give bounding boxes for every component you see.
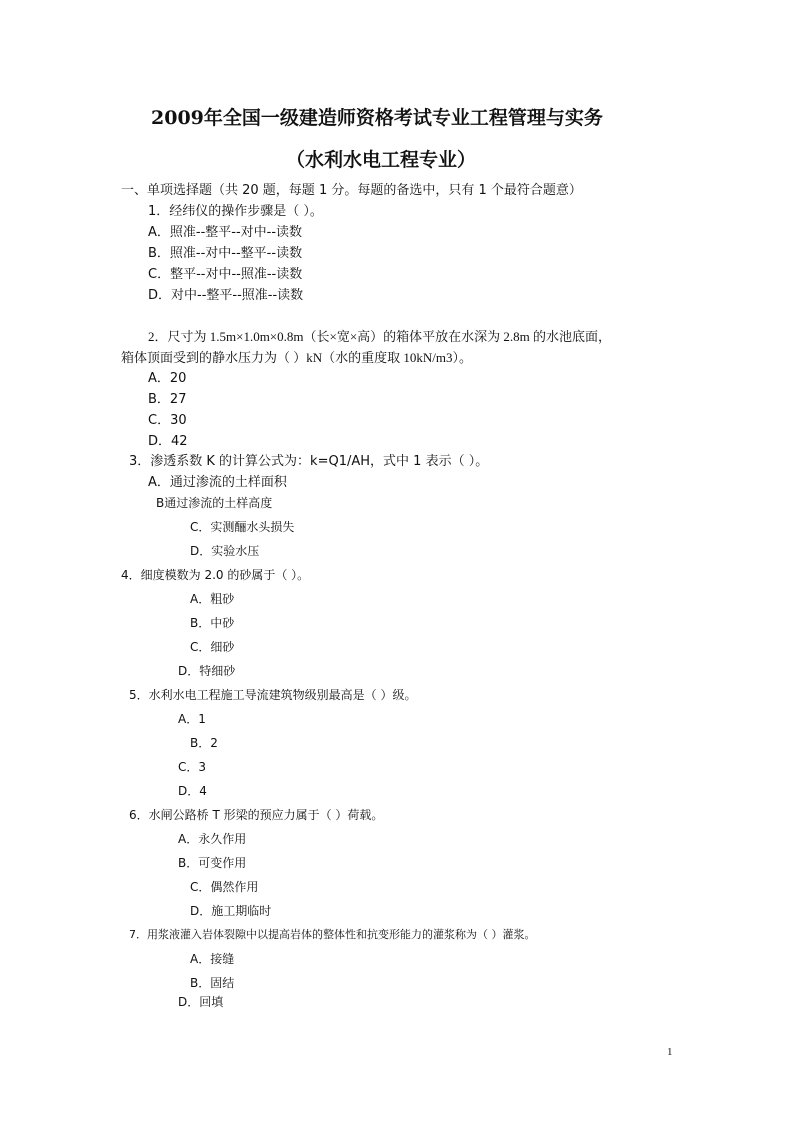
question-option: A．接缝: [190, 952, 235, 966]
question-option: D．施工期临时: [190, 904, 272, 918]
question-stem: 2．尺寸为 1.5m×1.0m×0.8m（长×宽×高）的箱体平放在水深为 2.8m 的水池底面，: [148, 329, 612, 344]
question-option: B．可变作用: [178, 856, 247, 870]
section-heading: 一、单项选择题（共 20 题，每题 1 分。每题的备选中，只有 1 个最符合题意）: [121, 183, 582, 198]
question-stem: 6．水闸公路桥 T 形梁的预应力属于（ ）荷载。: [129, 808, 384, 822]
question-option: A．永久作用: [178, 832, 247, 846]
question-option: B．照准--对中--整平--读数: [148, 246, 303, 261]
question-option: D．对中--整平--照准--读数: [148, 288, 304, 303]
document-subtitle: （水利水电工程专业）: [286, 149, 477, 171]
question-stem: 4．细度模数为 2.0 的砂属于（ ）。: [121, 568, 310, 582]
question-option: B．中砂: [190, 616, 235, 630]
question-option: C．细砂: [190, 640, 235, 654]
question-option: D．特细砂: [178, 664, 236, 678]
question-option: A．通过渗流的土样面积: [148, 475, 287, 490]
question-option: D．实验水压: [190, 544, 260, 558]
question-option: C．偶然作用: [190, 880, 259, 894]
question-stem: 3．渗透系数 K 的计算公式为：k=Q1/AH，式中 1 表示（ ）。: [129, 454, 489, 469]
question-option: A．1: [178, 712, 206, 726]
question-option: D．回填: [178, 995, 224, 1009]
question-option: B通过渗流的土样高度: [156, 496, 273, 510]
question-option: C．整平--对中--照准--读数: [148, 267, 303, 282]
question-stem: 7．用浆液灌入岩体裂隙中以提高岩体的整体性和抗变形能力的灌浆称为（ ）灌浆。: [129, 928, 536, 941]
question-option: B．2: [190, 736, 218, 750]
question-stem-continued: 箱体顶面受到的静水压力为（ ）kN（水的重度取 10kN/m3）。: [121, 350, 473, 365]
question-option: B．固结: [190, 976, 235, 990]
question-option: C．实测酾水头损失: [190, 520, 295, 534]
question-option: B．27: [148, 392, 187, 407]
document-title: 2009年全国一级建造师资格考试专业工程管理与实务: [151, 107, 603, 129]
question-option: D．42: [148, 434, 188, 449]
question-option: A．照准--整平--对中--读数: [148, 225, 303, 240]
question-option: D．4: [178, 784, 207, 798]
question-option: A．粗砂: [190, 592, 235, 606]
question-stem: 5．水利水电工程施工导流建筑物级别最高是（ ）级。: [129, 688, 417, 702]
question-stem: 1．经纬仪的操作步骤是（ ）。: [148, 204, 323, 219]
question-option: A．20: [148, 371, 187, 386]
question-option: C．30: [148, 413, 187, 428]
question-option: C．3: [178, 760, 207, 774]
page-number: 1: [667, 1046, 673, 1058]
